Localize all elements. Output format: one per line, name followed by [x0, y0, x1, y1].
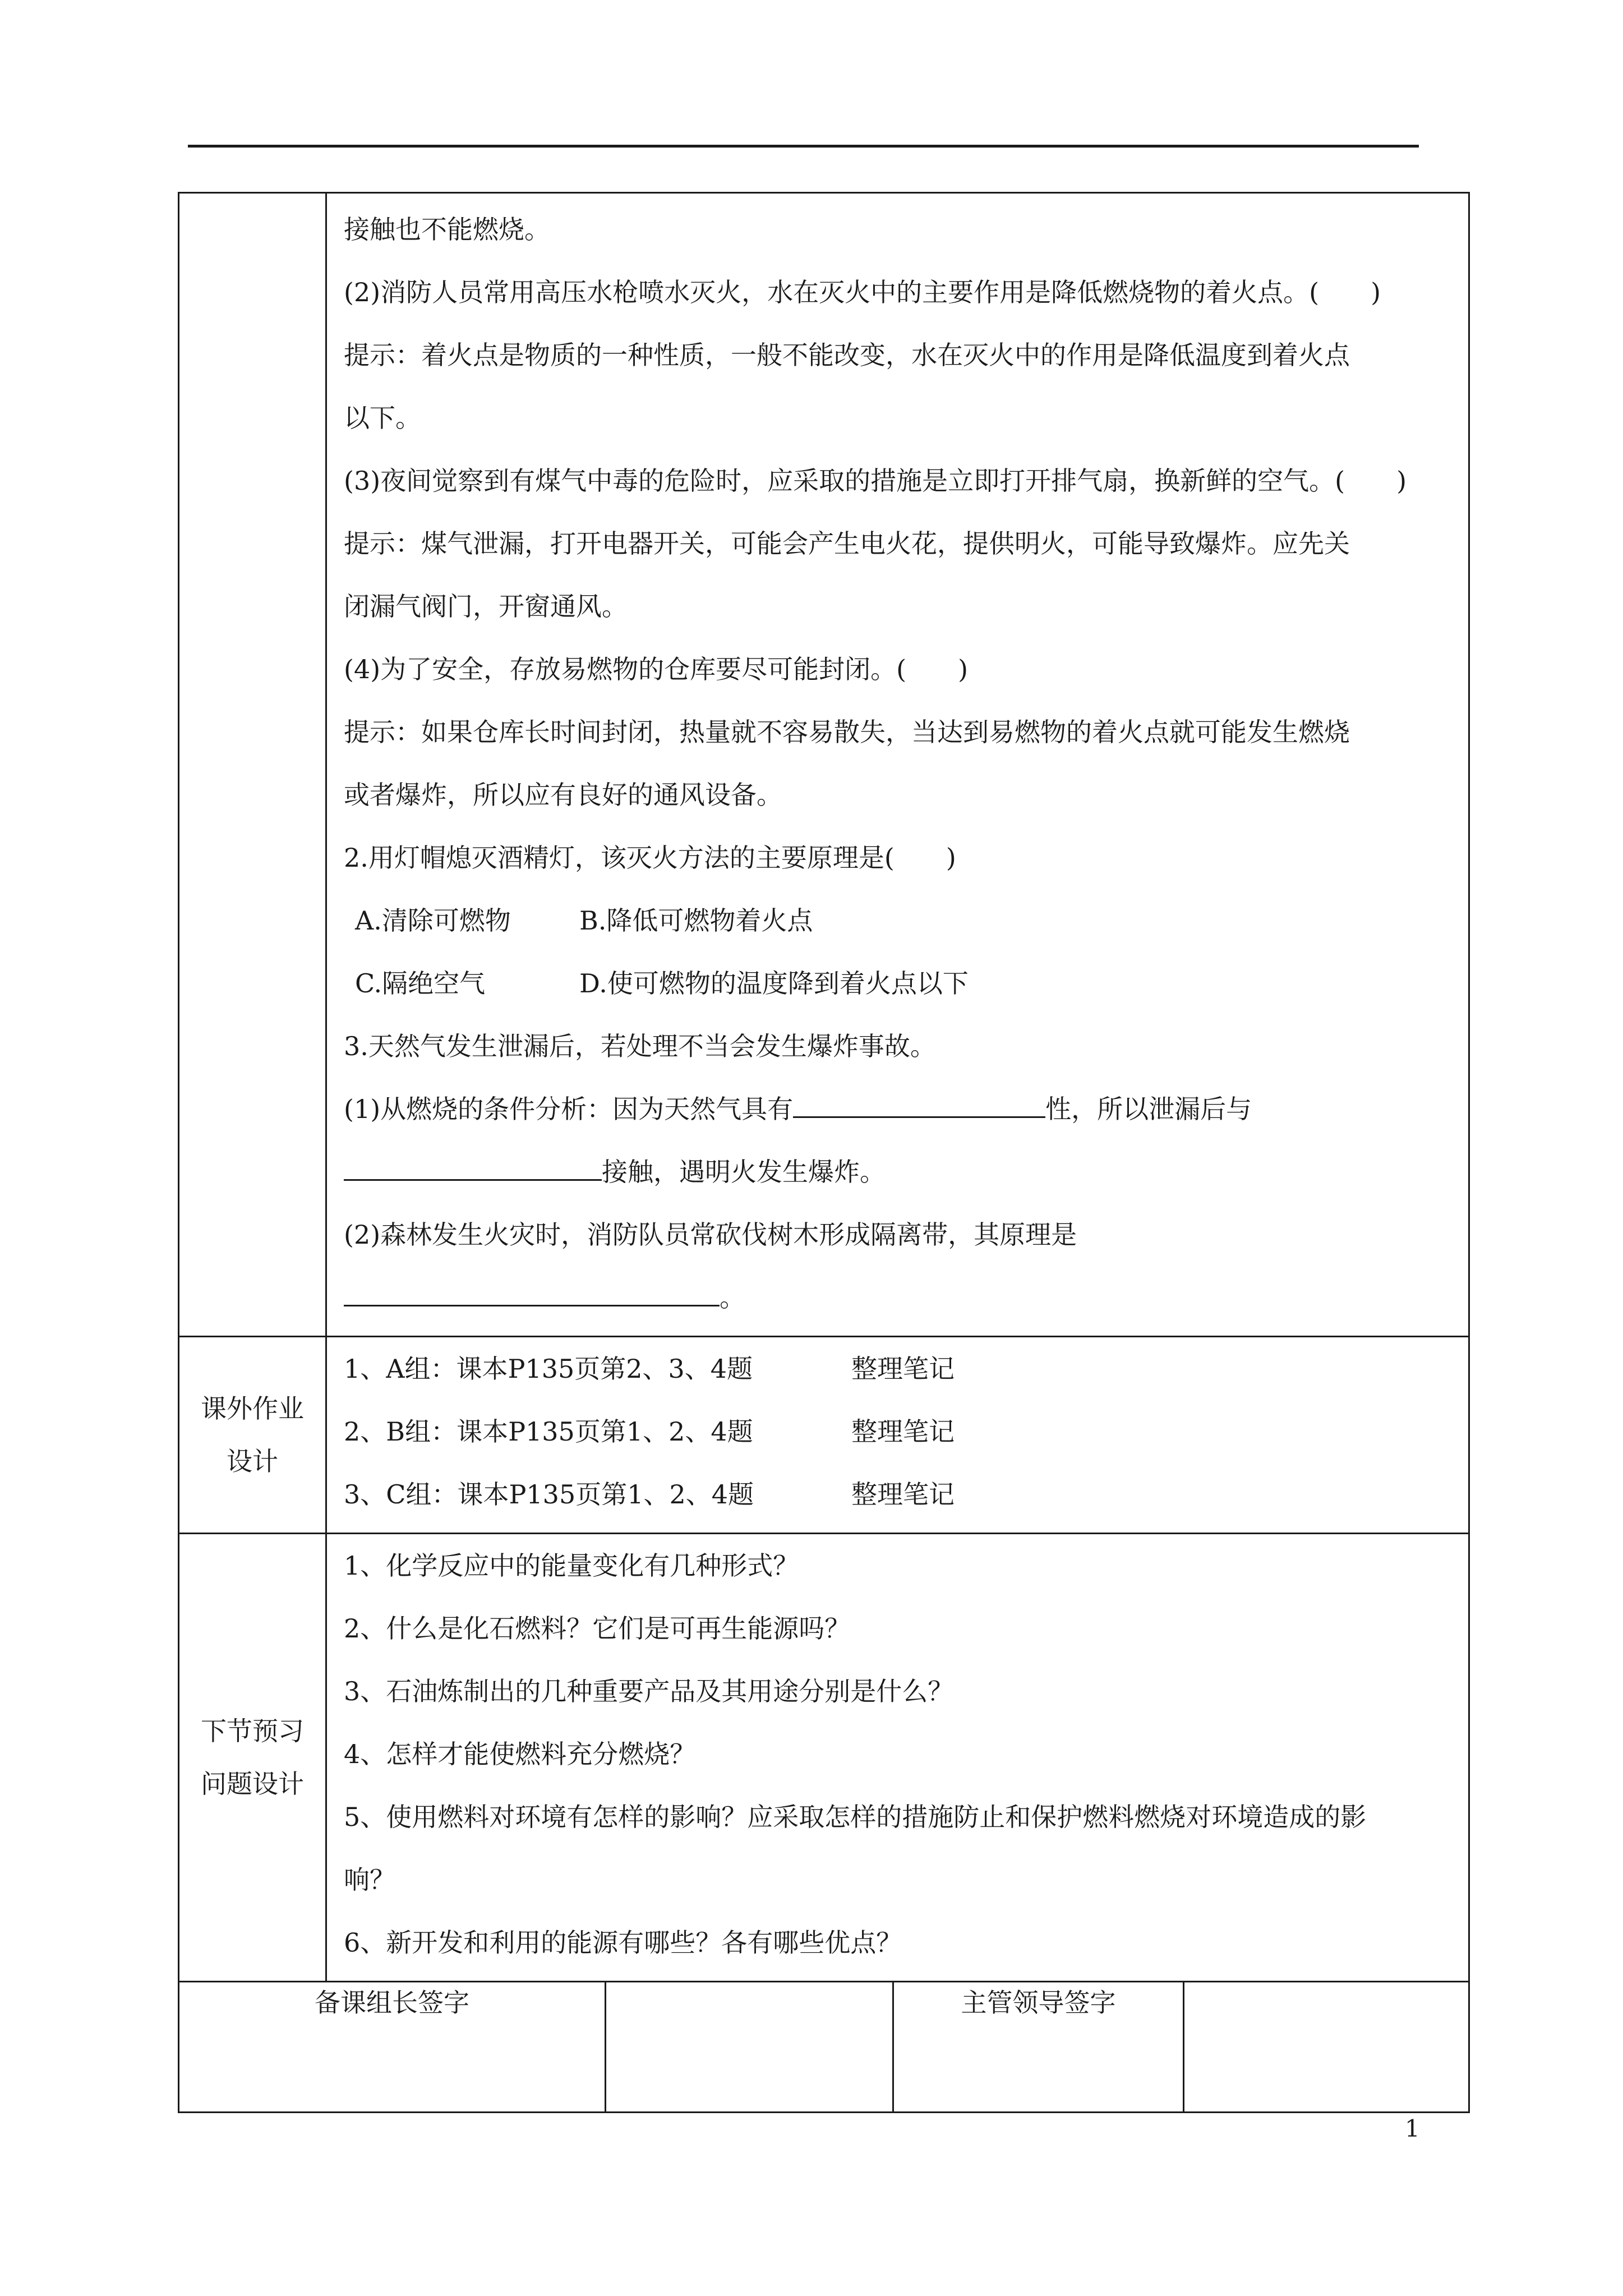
homework-item — [344, 1463, 1468, 1526]
answer-blank-1[interactable] — [793, 1091, 1045, 1118]
body-line: 2.用灯帽熄灭酒精灯，该灭火方法的主要原理是( ) — [344, 843, 956, 873]
lesson-table — [178, 192, 1470, 2113]
preview-label-line2: 问题设计 — [201, 1769, 304, 1799]
group-leader-signature-label: 备课组长签字 — [179, 1982, 606, 2113]
body-line: 接触也不能燃烧。 — [344, 214, 550, 245]
group-leader-signature-field[interactable] — [606, 1982, 893, 2113]
exercise-row — [179, 193, 1469, 1337]
answer-blank-3[interactable] — [344, 1279, 720, 1306]
preview-question: 响？ — [344, 1865, 395, 1895]
supervisor-signature-field[interactable] — [1184, 1982, 1469, 2113]
preview-question: 2、什么是化石燃料？它们是可再生能源吗？ — [344, 1613, 851, 1644]
exercise-content — [327, 194, 1468, 1336]
exercise-label-cell — [179, 193, 326, 1337]
preview-content-cell — [326, 1534, 1469, 1982]
q3-stem: 3.天然气发生泄漏后，若处理不当会发生爆炸事故。 — [344, 1031, 936, 1061]
q3-part1-line2 — [344, 1140, 1468, 1203]
body-line: (4)为了安全，存放易燃物的仓库要尽可能封闭。( ) — [344, 654, 969, 684]
homework-label-line2: 设计 — [227, 1446, 278, 1476]
preview-row — [179, 1534, 1469, 1982]
preview-label-line1: 下节预习 — [201, 1716, 304, 1746]
homework-task: 1、A组：课本P135页第2、3、4题 — [344, 1354, 753, 1384]
body-line: 闭漏气阀门，开窗通风。 — [344, 591, 628, 622]
q3-part1-end: 接触，遇明火发生爆炸。 — [602, 1157, 886, 1187]
preview-question: 4、怎样才能使燃料充分燃烧？ — [344, 1739, 696, 1769]
answer-blank-2[interactable] — [344, 1153, 602, 1181]
option-c: C.隔绝空气 — [355, 968, 486, 999]
preview-question: 6、新开发和利用的能源有哪些？各有哪些优点？ — [344, 1927, 902, 1958]
preview-question: 1、化学反应中的能量变化有几种形式？ — [344, 1550, 799, 1581]
preview-question: 3、石油炼制出的几种重要产品及其用途分别是什么？ — [344, 1676, 954, 1706]
homework-label-cell — [179, 1337, 326, 1534]
option-line — [344, 952, 1468, 1015]
signature-row — [179, 1982, 1469, 2113]
homework-item — [344, 1337, 1468, 1400]
homework-task: 3、C组：课本P135页第1、2、4题 — [344, 1479, 754, 1510]
body-line: 提示：如果仓库长时间封闭，热量就不容易散失，当达到易燃物的着火点就可能发生燃烧 — [344, 717, 1350, 747]
body-line: 或者爆炸，所以应有良好的通风设备。 — [344, 780, 782, 810]
option-a: A.清除可燃物 — [355, 905, 511, 936]
body-line: (3)夜间觉察到有煤气中毒的危险时，应采取的措施是立即打开排气扇，换新鲜的空气。( ) — [344, 466, 1407, 496]
q3-part2-line2 — [344, 1266, 1468, 1329]
preview-content — [327, 1534, 1468, 1981]
body-line: 提示：煤气泄漏，打开电器开关，可能会产生电火花，提供明火，可能导致爆炸。应先关 — [344, 528, 1350, 559]
homework-task: 2、B组：课本P135页第1、2、4题 — [344, 1416, 753, 1447]
preview-label-cell — [179, 1534, 326, 1982]
q3-part1-text: (1)从燃烧的条件分析：因为天然气具有 — [344, 1094, 794, 1124]
q3-part1-line — [344, 1078, 1468, 1140]
homework-label-line1: 课外作业 — [201, 1393, 304, 1424]
option-line — [344, 889, 1468, 952]
exercise-content-cell — [326, 193, 1469, 1337]
q3-part1-mid: 性，所以泄漏后与 — [1045, 1094, 1252, 1124]
homework-note: 整理笔记 — [851, 1479, 955, 1510]
body-line: (2)消防人员常用高压水枪喷水灭火，水在灭火中的主要作用是降低燃烧物的着火点。( ) — [344, 277, 1381, 307]
supervisor-signature-label: 主管领导签字 — [893, 1982, 1184, 2113]
homework-note: 整理笔记 — [851, 1416, 955, 1447]
homework-note: 整理笔记 — [851, 1354, 955, 1384]
homework-content — [327, 1337, 1468, 1533]
preview-question: 5、使用燃料对环境有怎样的影响？应采取怎样的措施防止和保护燃料燃烧对环境造成的影 — [344, 1802, 1367, 1832]
option-d: D.使可燃物的温度降到着火点以下 — [579, 968, 969, 999]
option-b: B.降低可燃物着火点 — [579, 905, 813, 936]
homework-row — [179, 1337, 1469, 1534]
q3-part2-line: (2)森林发生火灾时，消防队员常砍伐树木形成隔离带，其原理是 — [344, 1220, 1077, 1250]
homework-item — [344, 1400, 1468, 1463]
body-line: 提示：着火点是物质的一种性质，一般不能改变，水在灭火中的作用是降低温度到着火点 — [344, 340, 1350, 370]
header-rule — [188, 145, 1419, 148]
page-number: 1 — [1405, 2115, 1420, 2142]
homework-content-cell — [326, 1337, 1469, 1534]
q3-part2-end: 。 — [720, 1282, 745, 1313]
body-line: 以下。 — [344, 403, 421, 433]
